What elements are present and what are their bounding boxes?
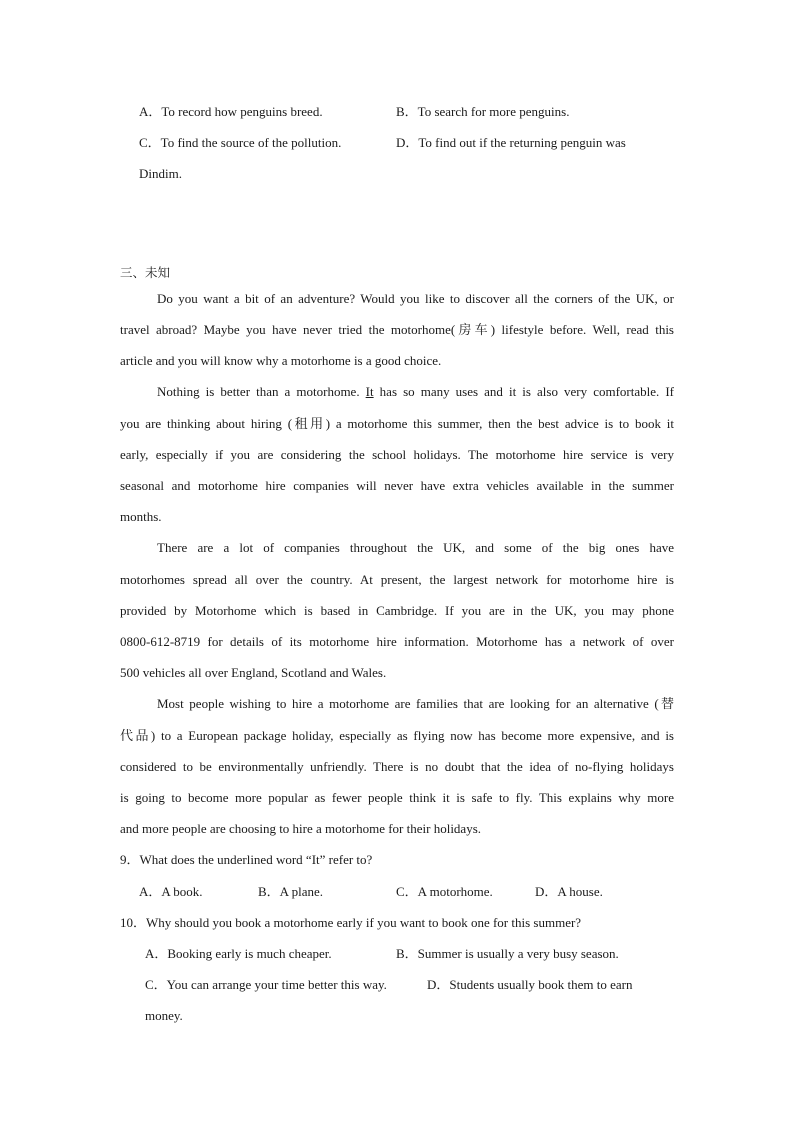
q9-option-d: D．A house.	[535, 884, 603, 899]
q9-option-b: B．A plane.	[258, 884, 323, 899]
q8-option-c: C．To find the source of the pollution.	[139, 135, 342, 150]
passage-p4-line-2: 代品) to a European package holiday, especially as flying now has become more expensive, and is	[120, 728, 674, 743]
q10-stem: 10．Why should you book a motorhome early if you want to book one for this summer?	[120, 915, 582, 930]
passage-p3-line-2: motorhomes spread all over the country. At present, the largest network for motorhome hire is	[120, 572, 674, 587]
underlined-word-it: It	[365, 384, 374, 399]
p2-text-after-underline: has so many uses and it is also very comfortable. If	[373, 384, 674, 399]
passage-p4-line-4: is going to become more popular as fewer people think it is safe to fly. This explains why more	[120, 790, 674, 805]
q10-option-c: C．You can arrange your time better this way.	[145, 977, 387, 992]
q8-option-a: A．To record how penguins breed.	[139, 104, 323, 119]
passage-p2-line-1	[157, 383, 674, 401]
passage-p4-line-5: and more people are choosing to hire a motorhome for their holidays.	[120, 821, 482, 836]
q8-option-b: B．To search for more penguins.	[396, 104, 570, 119]
passage-p4-line-1: Most people wishing to hire a motorhome are families that are looking for an alternative (替	[157, 696, 674, 711]
q10-option-b: B．Summer is usually a very busy season.	[396, 946, 619, 961]
q9-option-c: C．A motorhome.	[396, 884, 493, 899]
passage-p2-line-5: months.	[120, 509, 162, 524]
q8-option-d: D．To find out if the returning penguin was	[396, 135, 626, 150]
q10-option-d: D．Students usually book them to earn	[427, 977, 633, 992]
q8-option-d-continued: Dindim.	[139, 166, 182, 181]
passage-p1-line-3: article and you will know why a motorhome is a good choice.	[120, 353, 442, 368]
q9-stem: 9．What does the underlined word “It” refer to?	[120, 852, 373, 867]
passage-p3-line-3: provided by Motorhome which is based in Cambridge. If you are in the UK, you may phone	[120, 603, 674, 618]
passage-p3-line-4: 0800-612-8719 for details of its motorhome hire information. Motorhome has a network of over	[120, 634, 674, 649]
passage-p3-line-5: 500 vehicles all over England, Scotland and Wales.	[120, 665, 387, 680]
passage-p2-line-4: seasonal and motorhome hire companies will never have extra vehicles available in the summer	[120, 478, 674, 493]
q9-option-a: A．A book.	[139, 884, 203, 899]
passage-p4-line-3: considered to be environmentally unfriendly. There is no doubt that the idea of no-flying holidays	[120, 759, 674, 774]
q10-option-a: A．Booking early is much cheaper.	[145, 946, 332, 961]
passage-p2-line-2: you are thinking about hiring (租用) a motorhome this summer, then the best advice is to book it	[120, 416, 674, 431]
q10-option-d-continued: money.	[145, 1008, 183, 1023]
passage-p1-line-2: travel abroad? Maybe you have never tried the motorhome(房车) lifestyle before. Well, read this	[120, 322, 674, 337]
p2-text-before-underline: Nothing is better than a motorhome.	[157, 384, 366, 399]
passage-p1-line-1: Do you want a bit of an adventure? Would you like to discover all the corners of the UK, or	[157, 291, 674, 306]
passage-p3-line-1: There are a lot of companies throughout the UK, and some of the big ones have	[157, 540, 674, 555]
section-heading: 三、未知	[120, 265, 171, 280]
passage-p2-line-3: early, especially if you are considering the school holidays. The motorhome hire service is very	[120, 447, 674, 462]
